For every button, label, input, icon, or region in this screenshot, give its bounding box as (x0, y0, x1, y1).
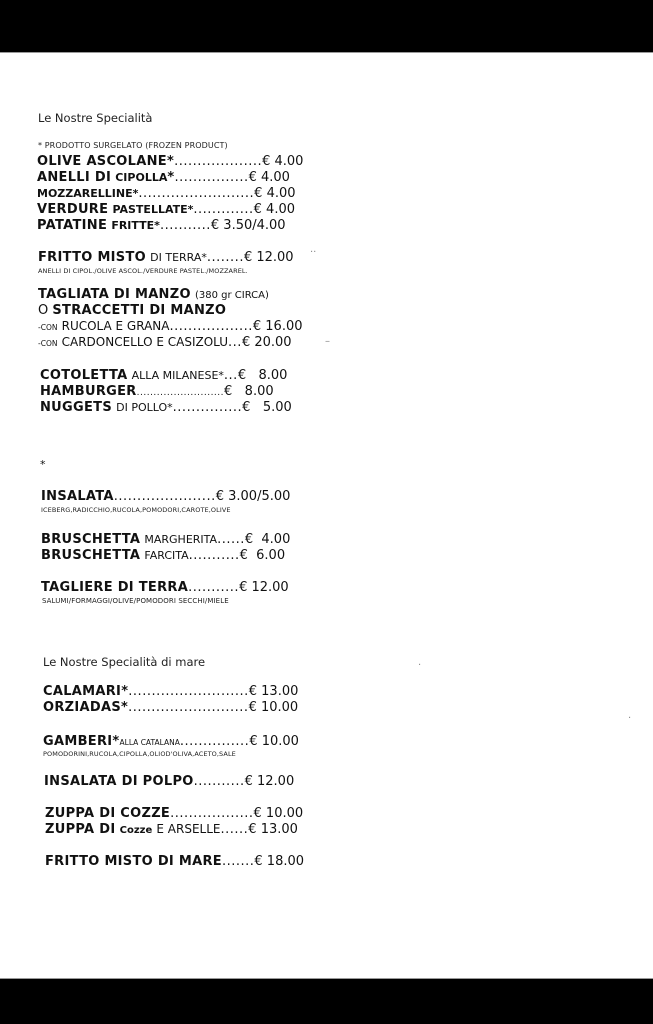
menu-item-nuggets (40, 400, 292, 415)
item-description: ICEBERG,RADICCHIO,RUCOLA,POMODORI,CAROTE,OLIVE (41, 506, 231, 514)
menu-item-fritto-misto-mare (45, 854, 304, 869)
asterisk-mark: * (40, 458, 46, 471)
item-name: VERDURE (37, 202, 109, 217)
item-name: ZUPPA DI (45, 822, 116, 837)
section-title-sea: Le Nostre Specialità di mare (43, 655, 206, 669)
item-description: ANELLI DI CIPOL./OLIVE ASCOL./VERDURE PASTEL./MOZZAREL. (38, 267, 248, 275)
item-suffix: * (154, 219, 160, 232)
leader-dots: ........... (193, 774, 245, 789)
item-name: FRITTO MISTO DI MARE (45, 854, 222, 869)
menu-item-insalata (41, 489, 290, 504)
option-label: CARDONCELLO E CASIZOLU (61, 335, 229, 349)
option-price: € 20.00 (241, 335, 292, 350)
menu-item-anelli-di-cipolla (37, 170, 290, 185)
leader-dots: ........ (206, 250, 244, 265)
leader-dots: ............... (179, 734, 250, 749)
item-suffix: * (166, 154, 175, 169)
item-name: GAMBERI* (43, 734, 120, 749)
item-name: NUGGETS (40, 400, 112, 415)
item-name: ORZIADAS* (43, 700, 129, 715)
leader-dots: .................. (170, 806, 254, 821)
item-price: € 10.00 (248, 700, 299, 715)
menu-item-tagliere-terra (41, 580, 289, 595)
item-modifier-tail: E ARSELLE (156, 822, 221, 836)
item-modifier: DI TERRA* (150, 251, 207, 264)
item-name: BRUSCHETTA (41, 532, 141, 547)
item-price: € 5.00 (242, 400, 292, 415)
menu-item-cotoletta (40, 368, 287, 383)
item-price: € 4.00 (262, 154, 304, 169)
item-price: € 8.00 (237, 368, 288, 383)
item-name: ANELLI DI (37, 170, 112, 185)
menu-item-bruschetta-farcita (41, 548, 285, 563)
leader-dots: ...................... (113, 489, 216, 504)
menu-option-rucola-grana (38, 319, 303, 335)
menu-item-olive-ascolane (37, 154, 303, 169)
item-price: € 4.00 (248, 170, 290, 185)
leader-dots: ....... (221, 854, 255, 869)
scan-speck: ·· (310, 247, 317, 258)
item-name: FRITTO MISTO (38, 250, 146, 265)
menu-item-gamberi (43, 734, 299, 750)
leader-dots: ...... (220, 822, 249, 837)
scan-speck: · (418, 660, 422, 671)
scan-speck: · (628, 713, 632, 724)
leader-dots: .......................... (128, 684, 249, 699)
item-modifier: DI POLLO* (116, 401, 173, 414)
leader-dots: ........... (159, 218, 211, 233)
item-price: € 10.00 (249, 734, 299, 749)
item-description: SALUMI/FORMAGGI/OLIVE/POMODORI SECCHI/MIELE (42, 597, 229, 605)
item-modifier: CIPOLLA (115, 171, 168, 184)
menu-item-mozzarelline (37, 186, 296, 201)
option-prefix: -CON (38, 323, 58, 332)
menu-item-fritto-misto-terra (38, 250, 294, 265)
item-modifier: MARGHERITA (144, 533, 218, 546)
item-modifier: PASTELLATE (112, 203, 188, 216)
item-price: € 12.00 (244, 774, 295, 789)
leader-dots: .......................... (128, 700, 249, 715)
item-price: € 3.50/4.00 (210, 218, 286, 233)
item-name: TAGLIERE DI TERRA (41, 580, 189, 595)
item-suffix: * (132, 187, 139, 200)
item-price: € 18.00 (254, 854, 305, 869)
menu-option-cardoncello (38, 335, 292, 351)
leader-dots: .................. (169, 319, 253, 334)
section-title-land: Le Nostre Specialità (38, 111, 153, 125)
menu-item-zuppa-cozze (45, 806, 303, 821)
leader-dots: .......................... (136, 388, 225, 398)
item-name: INSALATA DI POLPO (44, 774, 194, 789)
leader-dots: ........... (188, 580, 240, 595)
leader-dots: ............... (172, 400, 243, 415)
item-price: € 13.00 (248, 822, 298, 837)
item-name: MOZZARELLINE (37, 187, 133, 200)
item-name: PATATINE (37, 218, 108, 233)
item-suffix: * (167, 170, 175, 185)
item-price: € 6.00 (239, 548, 286, 563)
item-name: BRUSCHETTA (41, 548, 141, 563)
item-price: € 4.00 (253, 202, 295, 217)
menu-item-calamari (43, 684, 298, 699)
option-label: RUCOLA E GRANA (61, 319, 170, 333)
frozen-legend: * PRODOTTO SURGELATO (FROZEN PRODUCT) (38, 141, 228, 150)
leader-dots: ........... (188, 548, 240, 563)
item-price: € 13.00 (248, 684, 299, 699)
menu-item-patatine-fritte (37, 218, 286, 233)
item-name: ZUPPA DI COZZE (45, 806, 171, 821)
option-price: € 16.00 (252, 319, 303, 334)
option-prefix: -CON (38, 339, 58, 348)
menu-page (0, 52, 653, 979)
item-modifier: ALLA CATALANA (119, 738, 180, 747)
scan-speck: – (325, 336, 330, 347)
menu-item-tagliata (38, 287, 269, 303)
item-name: TAGLIATA DI MANZO (38, 287, 191, 302)
leader-dots: ......................... (138, 186, 255, 201)
leader-dots: ...... (217, 532, 245, 547)
leader-dots: ... (228, 335, 242, 350)
leader-dots: ............. (193, 202, 254, 217)
item-name: OLIVE ASCOLANE (37, 154, 167, 169)
leader-dots: ................... (174, 154, 263, 169)
item-modifier: ALLA MILANESE* (131, 369, 224, 382)
menu-item-straccetti (38, 303, 226, 318)
leader-dots: ................ (174, 170, 249, 185)
item-price: € 4.00 (244, 532, 291, 547)
leader-dots: ... (223, 368, 238, 383)
item-price: € 8.00 (224, 384, 274, 399)
item-name: HAMBURGER (40, 384, 137, 399)
item-weight-note: (380 gr CIRCA) (194, 290, 269, 301)
item-price: € 3.00/5.00 (215, 489, 291, 504)
item-price: € 12.00 (243, 250, 294, 265)
item-name: COTOLETTA (40, 368, 128, 383)
menu-item-zuppa-cozze-arselle (45, 822, 298, 838)
item-modifier: FRITTE (111, 219, 155, 232)
menu-item-bruschetta-margherita (41, 532, 290, 547)
item-name: INSALATA (41, 489, 114, 504)
item-name: CALAMARI* (43, 684, 129, 699)
item-price: € 4.00 (254, 186, 296, 201)
item-price: € 10.00 (253, 806, 304, 821)
menu-item-verdure-pastellate (37, 202, 295, 217)
item-name: STRACCETTI DI MANZO (52, 303, 227, 318)
item-prefix: O (38, 303, 49, 318)
menu-item-insalata-polpo (44, 774, 294, 789)
item-description: POMODORINI,RUCOLA,CIPOLLA,OLIOD'OLIVA,ACETO,SALE (43, 750, 236, 758)
menu-item-hamburger (40, 384, 274, 401)
menu-item-orziadas (43, 700, 298, 715)
item-modifier: FARCITA (144, 549, 189, 562)
item-modifier: Cozze (119, 825, 153, 836)
item-suffix: * (187, 203, 194, 216)
item-price: € 12.00 (239, 580, 289, 595)
